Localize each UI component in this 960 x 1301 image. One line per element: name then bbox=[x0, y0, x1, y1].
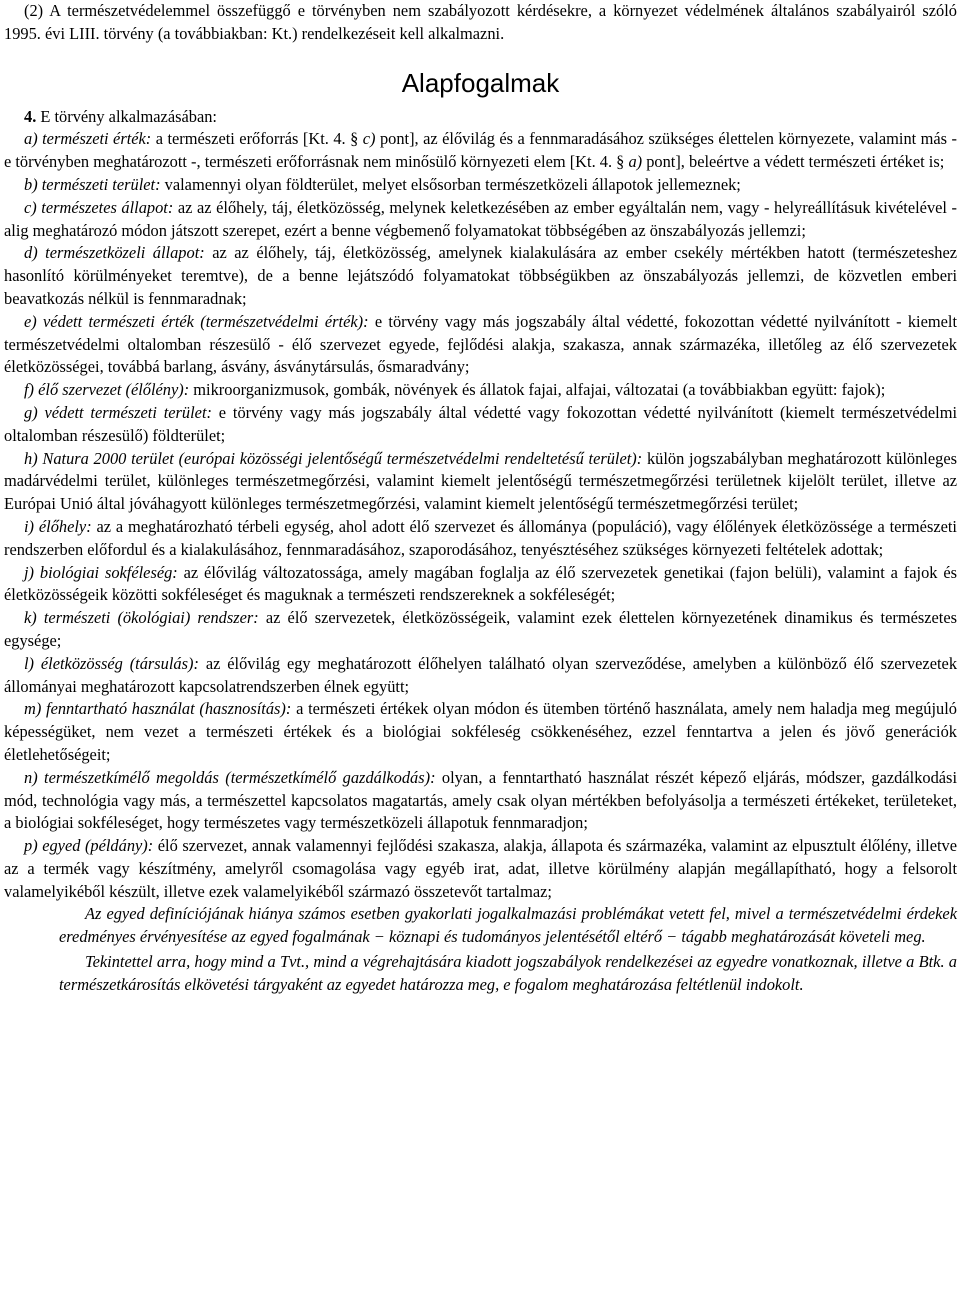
definition-item bbox=[4, 607, 957, 653]
definition-term: d) természetközeli állapot: bbox=[24, 243, 205, 263]
definition-text: az a meghatározható térbeli egység, ahol adott élő szervezet és állománya (populáció), vagy élőlények életközössége a természeti rendszerben előfordul és a kialakulásához, fennmaradásához, szaporodásához, tenyésztéséhez szükséges környezeti feltételek adottak; bbox=[4, 516, 957, 559]
definition-item bbox=[4, 311, 957, 379]
definition-text: az élő szervezetek, életközösségeik, valamint ezek élettelen környezetének dinamikus és természetes egysége; bbox=[4, 608, 957, 650]
definition-term: f) élő szervezet (élőlény): bbox=[24, 380, 190, 400]
definition-text: az az élőhely, táj, életközösség, amelynek kialakulására az ember csekély mértékben hatott (természeteshez hasonlító körülményeket teremtve), de a benne lejátszódó folyamatokat többségükben az önszabályozás jellemzi, de közvetlen emberi beavatkozás nélkül is fennmaradnak; bbox=[4, 243, 957, 308]
definition-item bbox=[4, 174, 957, 197]
definition-text: valamennyi olyan földterület, melyet elsősorban természetközeli állapotok jellemeznek; bbox=[160, 174, 741, 194]
definition-item bbox=[4, 242, 957, 310]
definition-item bbox=[4, 698, 957, 766]
definition-text: az az élőhely, táj, életközösség, melynek keletkezésében az ember egyáltalán nem, vagy - helyreállításuk kivételével - alig meghatározó módon játszott szerepet, ezért a benne végbemenő folyamatokat többségében az önszabályozás jellemzi; bbox=[4, 197, 957, 240]
definition-item bbox=[4, 402, 957, 448]
definition-term: h) Natura 2000 terület (európai közösségi jelentőségű természetvédelmi rendeltetésű terület): bbox=[24, 448, 643, 468]
definition-item bbox=[4, 653, 957, 699]
definition-item bbox=[4, 516, 957, 562]
definition-term: m) fenntartható használat (hasznosítás): bbox=[24, 699, 292, 719]
definition-term: n) természetkímélő megoldás (természetkímélő gazdálkodás): bbox=[24, 767, 436, 787]
definition-term: c) természetes állapot: bbox=[24, 197, 174, 217]
definition-reference: c) bbox=[362, 129, 376, 149]
intro-paragraph: (2) A természetvédelemmel összefüggő e törvényben nem szabályozott kérdésekre, a környezet védelmének általános szabályairól szóló 1995. évi LIII. törvény (a továbbiakban: Kt.) rendelkezéseit kell alkalmazni. bbox=[4, 1, 957, 43]
definition-text: mikroorganizmusok, gombák, növények és állatok fajai, alfajai, változatai (a továbbiakban együtt: fajok); bbox=[189, 380, 886, 400]
definition-text: az élővilág egy meghatározott élőhelyen található olyan szerveződése, amelyben a különböző élő szervezetek állományai meghatározott kapcsolatrendszerben élnek együtt; bbox=[4, 653, 958, 696]
definition-term: k) természeti (ökológiai) rendszer: bbox=[24, 608, 259, 628]
definition-text: a természeti értékek olyan módon és ütemben történő használata, amely nem haladja meg megújuló képességüket, nem vezet a természeti értékek és a biológiai sokféleség csökkenéséhez, ezzel fenntartva a jelen és jövő generációk életlehetőségeit; bbox=[4, 699, 957, 764]
definition-item bbox=[4, 562, 957, 608]
definition-text: külön jogszabályban meghatározott különleges madárvédelmi terület, különleges természetmegőrzési, valamint kiemelt jelentőségű természetmegőrzési területnek kijelölt terület, illetve az Európai Unió által jóváhagyott különleges természetmegőrzési, valamint kiemelt jelentőségű természetmegőrzési terület; bbox=[4, 448, 957, 514]
section-lead-text: E törvény alkalmazásában: bbox=[36, 106, 217, 126]
definition-term: j) biológiai sokféleség: bbox=[24, 562, 178, 582]
section-lead bbox=[4, 106, 957, 129]
definition-item bbox=[4, 379, 957, 402]
commentary bbox=[4, 903, 957, 996]
section-number: 4. bbox=[24, 106, 37, 126]
definition-term: b) természeti terület: bbox=[24, 174, 161, 194]
definition-item bbox=[4, 197, 957, 243]
definition-text: az élővilág változatossága, amely magában foglalja az élő szervezetek genetikai (fajon belüli), valamint a fajok és életközösségeik közötti sokféleséget és maguknak a természeti rendszereknek a sokféleségét; bbox=[4, 562, 958, 605]
definition-text: pont], az élővilág és a fennmaradásához szükséges élettelen környezete, valamint más - e törvényben meghatározott -, természeti erőforrásnak nem minősülő környezeti elem [Kt. 4. § bbox=[4, 129, 957, 172]
page-title: Alapfogalmak bbox=[401, 67, 560, 98]
definition-reference: a) bbox=[628, 152, 643, 172]
definition-text: e törvény vagy más jogszabály által védetté vagy fokozottan védetté nyilvánított (kiemelt természetvédelmi oltalomban részesülő) földterület; bbox=[4, 402, 957, 445]
commentary-paragraph: Az egyed definíciójának hiánya számos esetben gyakorlati jogalkalmazási problémákat vetett fel, mivel a természetvédelmi érdekek eredményes érvényesítése az egyed fogalmának − köznapi és tudományos jelentésétől eltérő − tágabb meghatározását követeli meg. bbox=[59, 904, 957, 947]
definition-item bbox=[4, 448, 957, 516]
definition-list bbox=[4, 128, 957, 903]
definition-text: a természeti erőforrás [Kt. 4. § bbox=[151, 129, 363, 149]
definition-text: e törvény vagy más jogszabály által védetté, fokozottan védetté nyilvánított - kiemelt természetvédelmi oltalomban részesülő - élő szervezet egyede, fejlődési alakja, szakasza, annak származéka, illetőleg az élő szervezetek életközösségei, továbbá barlang, ásvány, ásványtársulás, ősmaradvány; bbox=[4, 311, 957, 377]
definition-item bbox=[4, 835, 957, 903]
definition-item bbox=[4, 767, 957, 835]
definition-term: g) védett természeti terület: bbox=[24, 402, 212, 422]
definition-term: e) védett természeti érték (természetvédelmi érték): bbox=[24, 311, 369, 331]
definition-term: l) életközösség (társulás): bbox=[24, 653, 199, 673]
definition-term: i) élőhely: bbox=[24, 516, 92, 536]
commentary-paragraph: Tekintettel arra, hogy mind a Tvt., mind a végrehajtására kiadott jogszabályok rendelkezései az egyedre vonatkoznak, illetve a Btk. a természetkárosítás elkövetési tárgyaként az egyedet határozza meg, e fogalom meghatározása feltétlenül indokolt. bbox=[59, 952, 957, 994]
definition-term: a) természeti érték: bbox=[24, 129, 152, 149]
definition-text: olyan, a fenntartható használat részét képező eljárás, módszer, gazdálkodási mód, technológia vagy más, a természettel kapcsolatos magatartás, amely csak olyan mértékben befolyásolja a természeti értékeket, területeket, a biológiai sokféleséget, hogy természetes vagy természetközeli állapotuk fennmaradjon; bbox=[4, 767, 957, 833]
definition-text: pont], beleértve a védett természeti értéket is; bbox=[642, 152, 945, 172]
definition-text: élő szervezet, annak valamennyi fejlődési szakasza, alakja, állapota és származéka, valamint az elpusztult élőlény, illetve az a termék vagy készítmény, amelyről csomagolása vagy egyéb irat, adat, illetve körülmény alapján megállapítható, hogy a felsorolt valamelyikéből készült, illetve ezek valamelyikéből származó összetevőt tartalmaz; bbox=[4, 836, 957, 901]
definition-item bbox=[4, 128, 957, 174]
definition-term: p) egyed (példány): bbox=[24, 836, 154, 856]
